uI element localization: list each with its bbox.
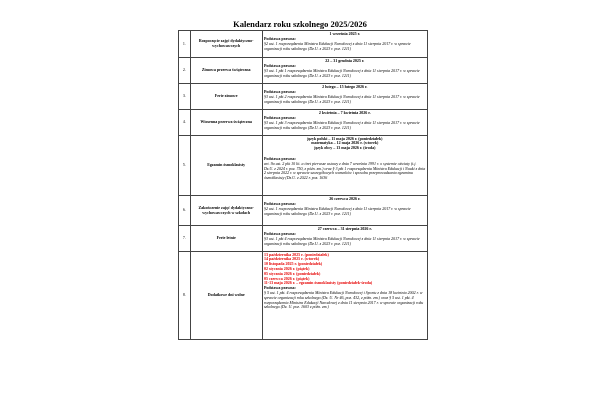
- row-number: 2.: [179, 58, 191, 84]
- legal-basis-text: §3 ust. 1 pkt 1 rozporządzenia Ministra Edukacji Narodowej z dnia 11 sierpnia 2017 r. w sprawie organizacji roku szkolnego (Dz.U. z 2023 r. poz. 1211): [263, 67, 420, 78]
- row-number: 6.: [179, 196, 191, 226]
- table-row: [179, 252, 428, 340]
- event-date: 2 kwietnia – 7 kwietnia 2026 r.: [318, 109, 371, 115]
- event-name: Ferie zimowe: [190, 84, 262, 110]
- exam-foreign-language: język obcy – 13 maja 2026 r. (środa): [314, 145, 376, 151]
- table-row: [179, 136, 428, 196]
- row-number: 8.: [179, 252, 191, 340]
- event-date: 26 czerwca 2026 r.: [329, 195, 361, 201]
- legal-basis-label: Podstawa prawna:: [263, 200, 296, 206]
- table-row: [179, 84, 428, 110]
- legal-basis-label: Podstawa prawna:: [263, 35, 296, 41]
- free-day: 13 października 2025 r. (poniedziałek): [263, 251, 329, 257]
- event-details: [262, 226, 427, 252]
- legal-basis-label: Podstawa prawna:: [263, 88, 296, 94]
- event-date: 2 lutego – 15 lutego 2026 r.: [322, 83, 368, 89]
- event-name: Wiosenna przerwa świąteczna: [190, 110, 262, 136]
- legal-basis-label: Podstawa prawna:: [263, 155, 296, 161]
- table-row: [179, 110, 428, 136]
- event-name: Dodatkowe dni wolne: [190, 252, 262, 340]
- event-details: [262, 196, 427, 226]
- event-details: [262, 58, 427, 84]
- calendar-table: [178, 30, 428, 340]
- legal-basis-label: Podstawa prawna:: [263, 62, 296, 68]
- legal-basis-label: Podstawa prawna:: [263, 230, 296, 236]
- free-day: 14 października 2025 r. (wtorek): [263, 256, 320, 262]
- free-day: 05 czerwca 2026 r. (piątek): [263, 275, 310, 281]
- row-number: 7.: [179, 226, 191, 252]
- table-row: [179, 58, 428, 84]
- page-title: Kalendarz roku szkolnego 2025/2026: [233, 19, 367, 29]
- event-date: 22 – 31 grudnia 2025 r.: [325, 57, 365, 63]
- event-name: Egzamin ósmoklasisty: [190, 136, 262, 196]
- free-day: 05 stycznia 2026 r. (poniedziałek): [263, 270, 321, 276]
- legal-basis-text: §3 ust. 1 pkt 2 rozporządzenia Ministra Edukacji Narodowej z dnia 11 sierpnia 2017 r. w sprawie organizacji roku szkolnego (Dz.U. z 2023 r. poz. 1211): [263, 93, 420, 104]
- row-number: 3.: [179, 84, 191, 110]
- event-date: 1 września 2025 r.: [329, 30, 361, 36]
- table-row: [179, 196, 428, 226]
- exam-math: matematyka – 12 maja 2026 r. (wtorek): [311, 140, 379, 146]
- legal-basis-label: Podstawa prawna:: [263, 285, 296, 291]
- event-date: 27 czerwca – 31 sierpnia 2026 r.: [317, 225, 372, 231]
- free-day: 02 stycznia 2026 r. (piątek): [263, 265, 310, 271]
- row-number: 5.: [179, 136, 191, 196]
- event-details: [262, 84, 427, 110]
- table-row: [179, 226, 428, 252]
- row-number: 1.: [179, 31, 191, 58]
- event-name: Ferie letnie: [190, 226, 262, 252]
- legal-basis-text: §3 ust. 1 pkt 3 rozporządzenia Ministra Edukacji Narodowej z dnia 11 sierpnia 2017 r. w sprawie organizacji roku szkolnego (Dz.U. z 2023 r. poz. 1211): [263, 119, 420, 130]
- legal-basis-text: art. 9a ust. 2 pkt 10 lit. a tiret pierwsze ustawy z dnia 7 września 1991 r. o systemie oświaty (t.j. Dz.U. z 2024 r. poz. 750, z późn. zm.) oraz § 3 pkt 1 rozporządzenia Ministra Edukacji i Nauki z dnia 2 sierpnia 2022 r. w sprawie szczegółowych warunków i sposobu przeprowadzania egzaminu ósmoklasisty (Dz.U. z 2022 r. poz. 1636: [263, 160, 426, 181]
- event-name: Zakończenie zajęć dydaktyczno-wychowawczych w szkołach: [190, 196, 262, 226]
- legal-basis-text: §2 ust. 1 rozporządzenia Ministra Edukacji Narodowej z dnia 11 sierpnia 2017 r. w sprawie organizacji roku szkolnego (Dz.U. z 2023 r. poz. 1211): [263, 40, 411, 51]
- event-details: [262, 136, 427, 196]
- event-details: [262, 31, 427, 58]
- legal-basis-text: § 5 ust. 1 pkt. 4 rozporządzenia Ministra Edukacji Narodowej i Sportu z dnia 18 kwietnia 2002 r. w sprawie organizacji roku szkolnego (Dz. U. Nr 46, poz. 432, z późn. zm.) oraz § 5 ust. 1 pkt. 4 rozporządzenia Ministra Edukacji Narodowej z dnia 11 sierpnia 2017 r. w sprawie organizacji roku szkolnego (Dz. U. poz. 1603 z późn. zm.): [263, 289, 424, 310]
- legal-basis-text: §3 ust. 1 pkt 4 rozporządzenia Ministra Edukacji Narodowej z dnia 11 sierpnia 2017 r. w sprawie organizacji roku szkolnego (Dz.U. z 2023 r. poz. 1211): [263, 235, 420, 246]
- event-details: [262, 252, 427, 340]
- free-day: 10 listopada 2025 r. (poniedziałek): [263, 261, 323, 267]
- legal-basis-label: Podstawa prawna:: [263, 114, 296, 120]
- free-day: 11-13 maja 2026 r. – egzamin ósmoklasisty (poniedziałek-środa): [263, 280, 373, 286]
- exam-polish: język polski – 11 maja 2026 r. (poniedziałek): [307, 135, 383, 141]
- legal-basis-text: §2 ust. 1 rozporządzenia Ministra Edukacji Narodowej z dnia 11 sierpnia 2017 r. w sprawie organizacji roku szkolnego (Dz.U. z 2023 r. poz. 1211): [263, 205, 411, 216]
- event-name: Zimowa przerwa świąteczna: [190, 58, 262, 84]
- event-name: Rozpoczęcie zajęć dydaktyczno-wychowawczych: [190, 31, 262, 58]
- event-details: [262, 110, 427, 136]
- table-row: [179, 31, 428, 58]
- row-number: 4.: [179, 110, 191, 136]
